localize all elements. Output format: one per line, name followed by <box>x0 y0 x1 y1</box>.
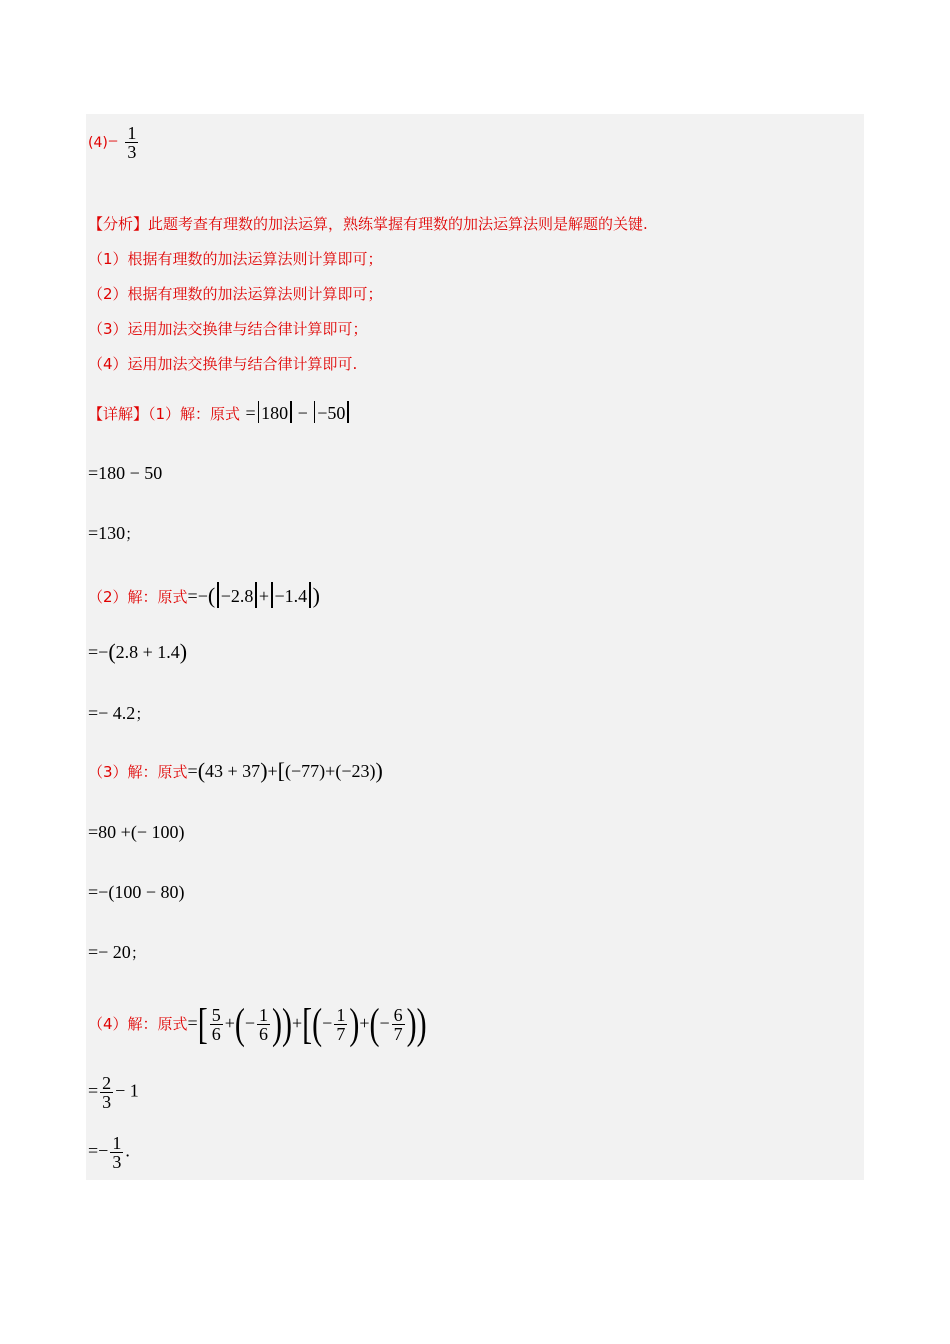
value: −23 <box>341 761 370 781</box>
paren-close: ) <box>282 1000 293 1049</box>
value: −1.4 <box>274 586 308 606</box>
paren-close: ) <box>349 1000 360 1049</box>
value: 180 <box>261 403 289 423</box>
detail-3-expr: =(43 + 37)+[(−77)+(−23)) <box>187 758 383 783</box>
semicolon: ； <box>130 944 146 962</box>
result-value: =− 20 <box>88 942 131 962</box>
detail-3-step: =80 +(− 100) <box>88 822 185 842</box>
value: −77 <box>291 761 320 781</box>
detail-3-label: （3）解：原式 <box>88 763 188 781</box>
analysis-point: （2）根据有理数的加法运算法则计算即可； <box>88 285 383 303</box>
fraction: $\frac{1}{3}$ <box>112 1133 122 1172</box>
detail-1-expr <box>245 403 350 423</box>
bracket-open: [ <box>277 758 285 783</box>
detail-2-label: （2）解：原式 <box>88 588 188 606</box>
answer-header <box>88 124 140 161</box>
analysis-point: （3）运用加法交换律与结合律计算即可； <box>88 320 368 338</box>
abs-bar <box>314 401 316 423</box>
analysis-text: 此题考查有理数的加法运算，熟练掌握有理数的加法运算法则是解题的关键. <box>148 215 648 233</box>
paren-close: ) <box>406 1000 417 1049</box>
detail-2-result <box>88 703 150 724</box>
answer-label: (4) <box>88 135 108 151</box>
bracket-open: [ <box>197 1000 208 1049</box>
abs-bar <box>258 401 260 423</box>
fraction: $\frac{1}{7}$ <box>336 1005 346 1045</box>
operator: + <box>267 761 278 781</box>
abs-bar <box>309 582 311 608</box>
eq-sign: = <box>88 1080 99 1101</box>
eq-sign: =80 + <box>88 822 131 842</box>
semicolon: ； <box>125 525 141 543</box>
paren-close: ) <box>312 583 320 608</box>
paren-close: ) <box>260 758 268 783</box>
eq-sign: = <box>245 403 256 423</box>
analysis-point: （4）运用加法交换律与结合律计算即可. <box>88 355 358 373</box>
analysis-heading <box>88 214 648 234</box>
eq-sign: =− <box>88 882 109 902</box>
operator: − <box>297 403 308 423</box>
paren-open: ( <box>369 1000 380 1049</box>
answer-sign: − <box>107 131 118 151</box>
analysis-title: 【分析】 <box>88 215 149 233</box>
value: −50 <box>317 403 346 423</box>
eq-sign: =− <box>187 586 208 606</box>
detail-1-step: =180 − 50 <box>88 463 163 483</box>
detail-1-label: （1）解：原式 <box>148 405 241 423</box>
detail-4-expr: =[ $\frac{5}{6}$ +(− $\frac{1}{6}$ ))+[(− $\frac{1}{7}$ )+(− $\frac{6}{7}$ )) <box>187 1000 427 1049</box>
detail-4-step <box>88 1074 139 1111</box>
semicolon: ； <box>135 705 151 723</box>
detail-3-result <box>88 942 146 963</box>
paren-open: ( <box>234 1000 245 1049</box>
detail-4-label: （4）解：原式 <box>88 1015 188 1033</box>
value: 2.8 + 1.4 <box>115 642 180 662</box>
tail: − 1 <box>115 1080 139 1101</box>
abs-bar <box>255 582 257 608</box>
abs-bar <box>271 582 273 608</box>
detail-title: 【详解】 <box>88 405 149 423</box>
value: 100 − 80 <box>114 882 179 902</box>
abs-bar <box>290 401 292 423</box>
fraction-numerator: 1 <box>127 123 137 143</box>
paren-open: ( <box>108 639 116 664</box>
fraction: $\frac{1}{6}$ <box>259 1005 269 1045</box>
detail-3-step: =−(100 − 80) <box>88 882 185 902</box>
paren-open: ( <box>312 1000 323 1049</box>
answer-fraction <box>125 124 138 161</box>
fraction: $\frac{5}{6}$ <box>211 1005 221 1045</box>
value: −2.8 <box>220 586 254 606</box>
value: − 100 <box>136 822 179 842</box>
detail-2-expr <box>187 583 320 608</box>
paren-close: ) <box>272 1000 283 1049</box>
result-value: =130 <box>88 523 126 543</box>
fraction: $\frac{6}{7}$ <box>393 1005 403 1045</box>
analysis-point: （1）根据有理数的加法运算法则计算即可； <box>88 250 383 268</box>
operator: + <box>258 586 269 606</box>
detail-1-result <box>88 523 140 544</box>
abs-bar <box>347 401 349 423</box>
detail-3-line <box>88 758 383 783</box>
fraction-denominator: 3 <box>127 142 137 162</box>
eq-sign: =− <box>88 642 109 662</box>
paren-close: ) <box>416 1000 427 1049</box>
paren-open: ( <box>207 583 216 608</box>
detail-2-step <box>88 639 188 664</box>
eq-sign: =− <box>88 1140 109 1161</box>
detail-1-line <box>88 401 351 424</box>
paren-close: ) <box>375 758 383 783</box>
abs-bar <box>217 582 219 608</box>
detail-4-line <box>88 1000 427 1049</box>
operator: + <box>325 761 336 781</box>
detail-2-line <box>88 582 320 608</box>
eq-sign: = <box>187 761 198 781</box>
fraction: $\frac{2}{3}$ <box>102 1073 112 1112</box>
paren-close: ) <box>179 639 188 664</box>
result-value: =− 4.2 <box>88 703 136 723</box>
paren-open: ( <box>197 758 206 783</box>
detail-4-result <box>88 1134 130 1171</box>
period: . <box>125 1140 130 1161</box>
bracket-open: [ <box>302 1000 313 1049</box>
value: 43 + 37 <box>205 761 261 781</box>
